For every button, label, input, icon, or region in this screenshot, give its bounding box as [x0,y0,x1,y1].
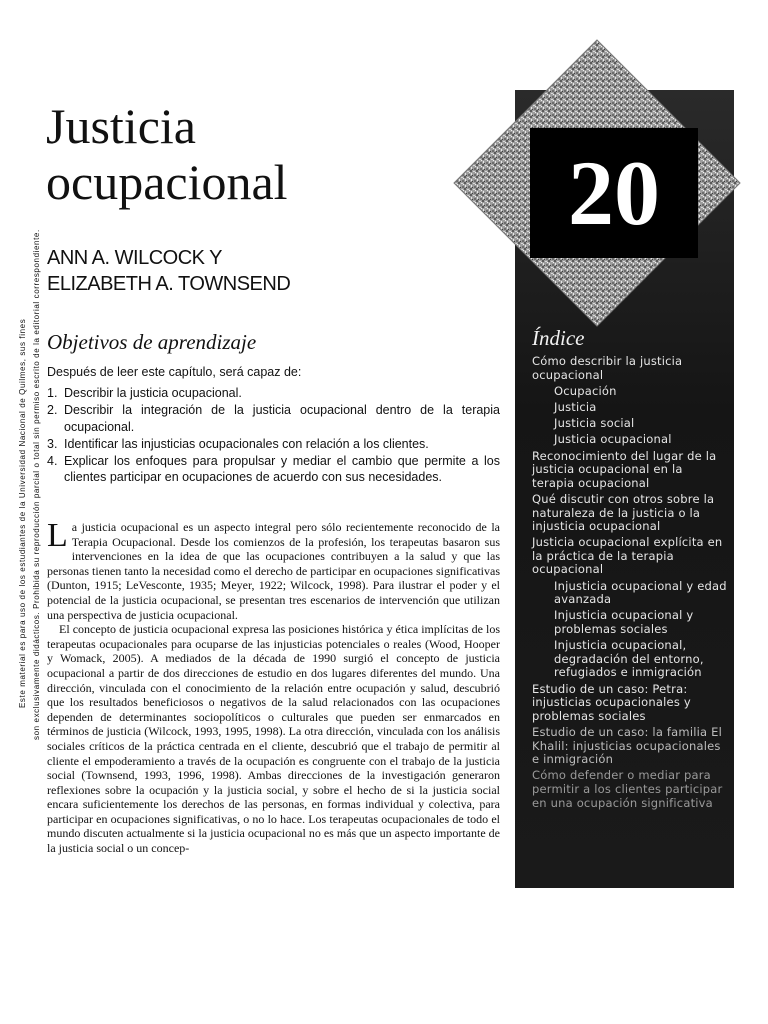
index-entry: Cómo defender o mediar para permitir a los clientes participar en una ocupación significativa [532,768,723,810]
objective-item [47,385,500,402]
authors-line-1: ANN A. WILCOCK Y [47,247,223,269]
chapter-title [46,98,288,210]
objective-number: 2. [47,403,58,417]
index-entry: Injusticia ocupacional y edad avanzada [554,578,727,607]
objective-text: Identificar las injusticias ocupacionales con relación a los clientes. [64,436,429,451]
objective-item [47,453,500,486]
chapter-title-line-1: Justicia [46,98,196,154]
index-entry: Estudio de un caso: la familia El Khalil: injusticias ocupacionales e inmigración [532,724,722,767]
authors-line-2: ELIZABETH A. TOWNSEND [47,273,291,295]
index-entry: Justicia social [554,416,635,431]
side-note-line-2: son exclusivamente didácticos. Prohibida su reproducción parcial o total sin permiso escrito de la editorial correspondiente. [32,229,41,740]
drop-cap: L [47,517,68,554]
index-entry: Justicia ocupacional [554,432,672,447]
index-entry: Injusticia ocupacional, degradación del entorno, refugiados e inmigración [554,638,704,680]
index-entry: Qué discutir con otros sobre la naturaleza de la justicia o la injusticia ocupacional [532,491,715,534]
objective-item [47,402,500,435]
index-entry: Cómo describir la justicia ocupacional [532,354,683,382]
index-list [532,355,728,810]
side-note-line-1: Este material es para uso de los estudiantes de la Universidad Nacional de Quilmes, sus fines [18,318,27,708]
objective-item [47,436,500,453]
objective-number: 1. [47,386,58,400]
objectives-list [47,385,500,486]
index-entry: Reconocimiento del lugar de la justicia ocupacional en la terapia ocupacional [532,448,717,490]
objective-number: 3. [47,436,58,451]
index-entry: Justicia [554,399,597,414]
index-entry: Ocupación [554,383,617,398]
body-text [47,517,500,856]
index-title: Índice [532,326,585,350]
objective-text: Explicar los enfoques para propulsar y mediar el cambio que permite a los clientes participar en ocupaciones de acuerdo con sus necesidades. [64,453,500,484]
chapter-number-box [530,128,698,258]
body-paragraph-1-text: a justicia ocupacional es un aspecto integral pero sólo recientemente reconocido de la Terapia Ocupacional. Desde los comienzos de la profesión, los terapeutas basaron sus intervenciones en la idea de que las ocupaciones contribuyen a la salud y que las personas tienen tanto la necesidad como el derecho de participar en ocupaciones significativas (Dunton, 1915; LeVesconte, 1935; Meyer, 1922; Wilcock, 1998). Para ilustrar el poder y el potencial de la justicia ocupacional, se presentan tres escenarios de intervención que utilizan una perspectiva de justicia ocupacional. [47,520,500,622]
objective-text: Describir la integración de la justicia ocupacional dentro de la terapia ocupacional. [64,403,500,434]
copyright-side-note [6,180,46,740]
body-paragraph-2: El concepto de justicia ocupacional expresa las posiciones histórica y ética implícitas de los terapeutas ocupacionales para ocuparse de las injusticias potenciales o reales (Wood, Hooper y Womack, 2005). A mediados de la década de 1990 surgió el concepto de justicia ocupacional a partir de dos direcciones de estudio en dos lugares diferentes del mundo. Una dirección, vinculada con el conocimiento de la relación entre ocupación y salud, descubrió que los resultados beneficiosos o negativos de la salud relacionados con las ocupaciones dependen de determinantes sociopolíticos o culturales que pueden ser enmarcados en términos de justicia (Wilcock, 1993, 1995, 1998). La otra dirección, vinculada con los análisis sociales críticos de la práctica centrada en el cliente, descubrió que el trabajo de permitir al cliente el empoderamiento a través de la ocupación es congruente con el trabajo de la justicia social (Townsend, 1993, 1996, 1998). Ambas direcciones de la investigación generaron reflexiones sobre la ocupación y la justicia social, y sobre el hecho de si la justicia social encara suficientemente los derechos de las personas, en formas individual y colectiva, para participar en ocupaciones significativas, o no lo hace. Los terapeutas ocupacionales de todo el mundo discuten actualmente si la justicia ocupacional no es más que un aspecto importante de la justicia social o un concep- [47,622,500,856]
index-entry: Injusticia ocupacional y problemas sociales [554,608,694,637]
chapter-index [532,326,728,813]
chapter-number: 20 [568,142,660,244]
objective-text: Describir la justicia ocupacional. [64,386,242,400]
objectives-intro: Después de leer este capítulo, será capaz de: [47,365,302,379]
body-paragraph-1 [47,517,500,622]
chapter-authors [47,245,290,297]
index-entry: Estudio de un caso: Petra: injusticias ocupacionales y problemas sociales [532,681,691,723]
objective-number: 4. [47,453,58,468]
index-entry: Justicia ocupacional explícita en la práctica de la terapia ocupacional [532,535,723,577]
objectives-heading: Objetivos de aprendizaje [47,330,257,354]
chapter-title-line-2: ocupacional [46,154,288,210]
